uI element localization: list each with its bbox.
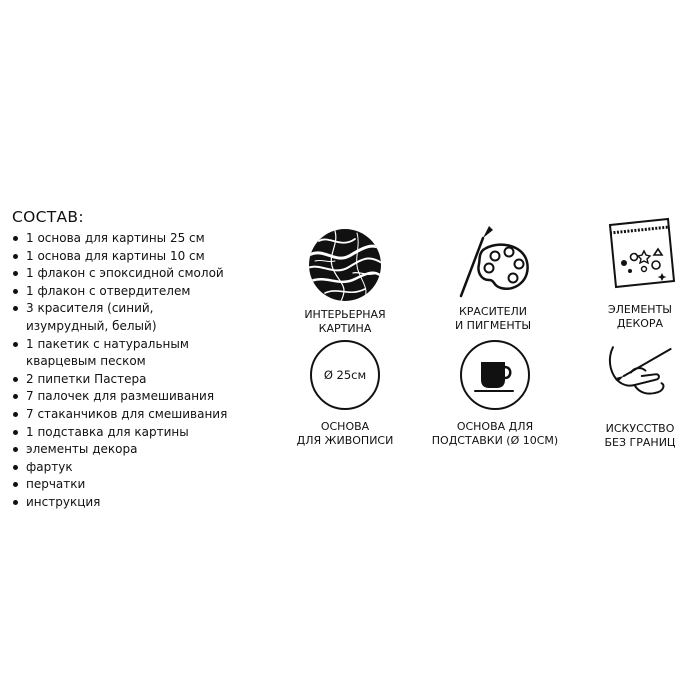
cup-coaster-icon: [460, 340, 530, 410]
list-item: 7 палочек для размешивания: [12, 388, 252, 406]
composition-section: [12, 208, 252, 512]
feature-caption: КРАСИТЕЛИ И ПИГМЕНТЫ: [454, 305, 532, 332]
composition-list: [12, 230, 252, 512]
feature-interior-painting: [270, 225, 420, 335]
feature-caption: ИСКУССТВО БЕЗ ГРАНИЦ: [604, 422, 676, 449]
list-item: 1 флакон с отвердителем: [12, 283, 252, 301]
feature-caption: ИНТЕРЬЕРНАЯ КАРТИНА: [304, 308, 386, 335]
list-item: 1 пакетик с натуральным кварцевым песком: [12, 336, 252, 371]
feature-art-without-borders: [565, 340, 700, 449]
list-item: 1 основа для картины 25 см: [12, 230, 252, 248]
list-item: 1 основа для картины 10 см: [12, 248, 252, 266]
palette-brush-icon: [453, 222, 533, 302]
feature-dyes-pigments: [418, 222, 568, 332]
list-item: 2 пипетки Пастера: [12, 371, 252, 389]
list-item: 1 подставка для картины: [12, 424, 252, 442]
list-item: фартук: [12, 459, 252, 477]
list-item: 3 красителя (синий, изумрудный, белый): [12, 300, 252, 335]
feature-painting-base: [270, 340, 420, 447]
hand-brush-icon: [604, 340, 676, 412]
list-item: 1 флакон с эпоксидной смолой: [12, 265, 252, 283]
list-item: инструкция: [12, 494, 252, 512]
feature-caption: ЭЛЕМЕНТЫ ДЕКОРА: [607, 303, 673, 330]
diameter-label: Ø 25см: [323, 368, 367, 382]
feature-caption: ОСНОВА ДЛЯ ПОДСТАВКИ (Ø 10СМ): [431, 420, 559, 447]
composition-title: СОСТАВ:: [12, 208, 84, 226]
feature-coaster-base: [420, 340, 570, 447]
decor-bag-icon: [600, 215, 680, 295]
marble-painting-icon: [305, 225, 385, 305]
list-item: 7 стаканчиков для смешивания: [12, 406, 252, 424]
list-item: элементы декора: [12, 441, 252, 459]
feature-caption: ОСНОВА ДЛЯ ЖИВОПИСИ: [296, 420, 394, 447]
canvas-circle-icon: [310, 340, 380, 410]
feature-decor-elements: [565, 215, 700, 330]
cup-icon: [462, 342, 528, 408]
list-item: перчатки: [12, 476, 252, 494]
